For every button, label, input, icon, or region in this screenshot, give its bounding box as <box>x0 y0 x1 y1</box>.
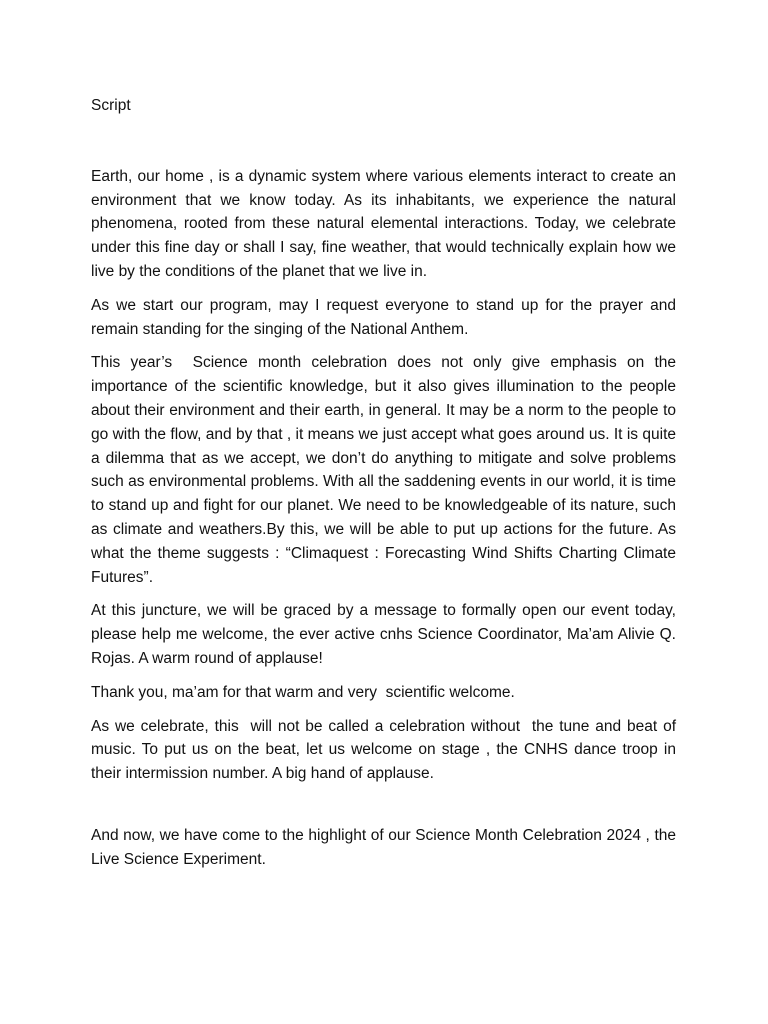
paragraph-intermission: As we celebrate, this will not be called a celebration without the tune and beat of music. To put us on the beat, let us welcome on stage , the CNHS dance troop in their intermission number. A big hand of applause. <box>91 717 681 783</box>
paragraph-prayer: As we start our program, may I request everyone to stand up for the prayer and remain standing for the singing of the National Anthem. <box>91 296 681 338</box>
document-body <box>91 94 681 882</box>
paragraph-intro: Earth, our home , is a dynamic system where various elements interact to create an environment that we know today. As its inhabitants, we experience the natural phenomena, rooted from these natural elemental interactions. Today, we celebrate under this fine day or shall I say, fine weather, that would technically explain how we live by the conditions of the planet that we live in. <box>91 167 681 280</box>
document-title: Script <box>91 97 131 114</box>
paragraph-welcome-coordinator: At this juncture, we will be graced by a message to formally open our event today, please help me welcome, the ever active cnhs Science Coordinator, Ma’am Alivie Q. Rojas. A warm round of applause! <box>91 602 681 667</box>
paragraph-theme: This year’s Science month celebration does not only give emphasis on the importance of the scientific knowledge, but it also gives illumination to the people about their environment and their earth, in general. It may be a norm to the people to go with the flow, and by that , it means we just accept what goes around us. It is quite a dilemma that as we accept, we don’t do anything to mitigate and solve problems such as environmental problems. With all the saddening events in our world, it is time to stand up and fight for our planet. We need to be knowledgeable of its nature, such as climate and weathers.By this, we will be able to put up actions for the future. As what the theme suggests : “Climaquest : Forecasting Wind Shifts Charting Climate Futures”. <box>91 354 681 586</box>
paragraph-thank-you: Thank you, ma’am for that warm and very scientific welcome. <box>91 683 515 701</box>
paragraph-highlight: And now, we have come to the highlight of our Science Month Celebration 2024 , the Live Science Experiment. <box>91 826 681 868</box>
